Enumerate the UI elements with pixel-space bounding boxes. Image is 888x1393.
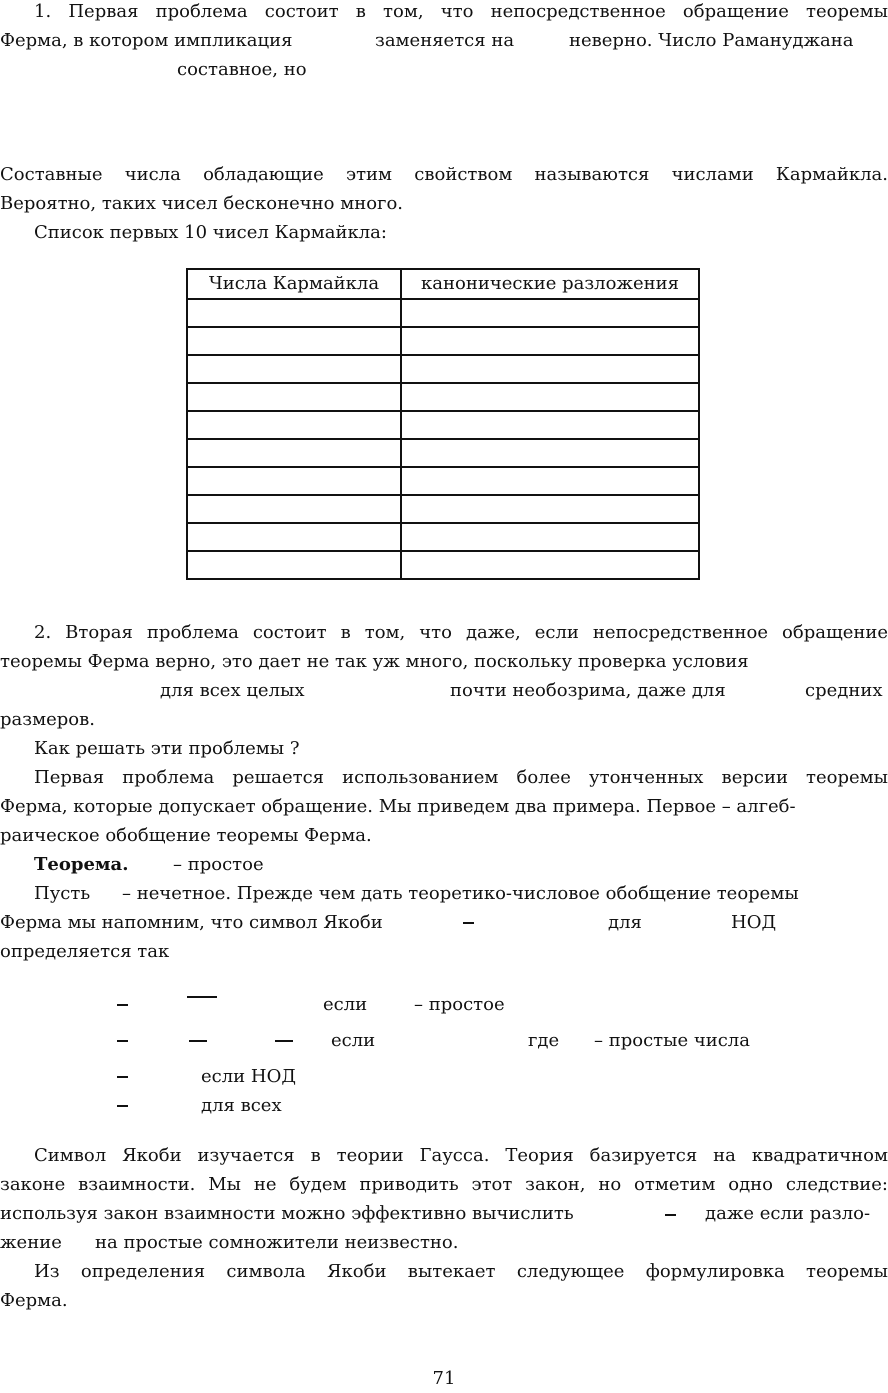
p1-line3: составное, но [177, 59, 307, 80]
p7-line3-a: используя закон взаимности можно эффективно вычислить [0, 1203, 574, 1224]
table-row [187, 523, 699, 551]
p7-line1: Символ Якоби изучается в теории Гаусса. Теория базируется на квадратичном [34, 1145, 888, 1166]
dash-mark [117, 1040, 128, 1042]
table-cell [187, 299, 401, 327]
fraction-bar [275, 1040, 293, 1042]
case2-tail: – простые числа [594, 1030, 750, 1051]
table-cell [401, 327, 699, 355]
theorem-label: Теорема. [34, 854, 129, 875]
table-cell [401, 523, 699, 551]
table-cell [187, 439, 401, 467]
dash-mark [665, 1214, 676, 1216]
p6-line2-a: Ферма мы напомним, что символ Якоби [0, 912, 383, 933]
table-row [187, 299, 699, 327]
p2-line1: Составные числа обладающие этим свойством называются числами Кармайкла. [0, 164, 888, 185]
case1-if: если [323, 994, 368, 1015]
p8-line2: Ферма. [0, 1290, 68, 1311]
p6-line2-b: для [608, 912, 642, 933]
p3-line4: размеров. [0, 709, 95, 730]
table-cell [401, 495, 699, 523]
p3-line1: 2. Вторая проблема состоит в том, что даже, если непосредственное обращение [34, 622, 888, 643]
table-header-factorizations: канонические разложения [401, 269, 699, 299]
case2-where: где [528, 1030, 560, 1051]
table-cell [187, 355, 401, 383]
p7-line2: законе взаимности. Мы не будем приводить этот закон, но отметим одно следствие: [0, 1174, 888, 1195]
table-cell [187, 523, 401, 551]
table-row [187, 327, 699, 355]
table-row [187, 551, 699, 579]
fraction-bar [187, 996, 217, 998]
table-header-row [187, 269, 699, 299]
p3-line3-a: для всех целых [160, 680, 305, 701]
dash-mark [463, 922, 474, 924]
table-cell [187, 411, 401, 439]
table-row [187, 495, 699, 523]
table-cell [401, 439, 699, 467]
dash-mark [117, 1105, 128, 1107]
table-cell [401, 411, 699, 439]
table-cell [187, 467, 401, 495]
p7-line3-b: даже если разло- [705, 1203, 871, 1224]
p6-line1-b: – нечетное. Прежде чем дать теоретико-числовое обобщение теоремы [122, 883, 799, 904]
table-cell [187, 383, 401, 411]
table-row [187, 355, 699, 383]
table-cell [401, 299, 699, 327]
theorem-text: – простое [173, 854, 264, 875]
case4: для всех [201, 1095, 282, 1116]
table-header-numbers: Числа Кармайкла [187, 269, 401, 299]
table-cell [187, 551, 401, 579]
p5-line2: Ферма, которые допускает обращение. Мы приведем два примера. Первое – алгеб- [0, 796, 796, 817]
p1-line2-a: Ферма, в котором импликация [0, 30, 293, 51]
case1-tail: – простое [414, 994, 505, 1015]
p4-line1: Как решать эти проблемы ? [34, 738, 300, 759]
table-row [187, 383, 699, 411]
p7-line4-b: на простые сомножители неизвестно. [95, 1232, 459, 1253]
table-cell [401, 355, 699, 383]
p8-line1: Из определения символа Якоби вытекает следующее формулировка теоремы [34, 1261, 888, 1282]
table-cell [187, 327, 401, 355]
table-cell [401, 467, 699, 495]
page-number: 71 [432, 1368, 456, 1389]
p7-line4-a: жение [0, 1232, 62, 1253]
p2-line3: Список первых 10 чисел Кармайкла: [34, 222, 387, 243]
case3: если НОД [201, 1066, 296, 1087]
table-row [187, 439, 699, 467]
carmichael-table [186, 268, 700, 580]
fraction-bar [189, 1040, 207, 1042]
p3-line2: теоремы Ферма верно, это дает не так уж много, поскольку проверка условия [0, 651, 749, 672]
p5-line3: раическое обобщение теоремы Ферма. [0, 825, 372, 846]
table-row [187, 411, 699, 439]
p6-line1-a: Пусть [34, 883, 91, 904]
p2-line2: Вероятно, таких чисел бесконечно много. [0, 193, 404, 214]
table-cell [401, 383, 699, 411]
p1-line2-b: заменяется на [375, 30, 515, 51]
table-row [187, 467, 699, 495]
case2-if: если [331, 1030, 376, 1051]
p6-line3: определяется так [0, 941, 170, 962]
p1-line1: 1. Первая проблема состоит в том, что непосредственное обращение теоремы [34, 1, 888, 22]
table-cell [401, 551, 699, 579]
table-cell [187, 495, 401, 523]
p5-line1: Первая проблема решается использованием более утонченных версии теоремы [34, 767, 888, 788]
dash-mark [117, 1076, 128, 1078]
p3-line3-c: средних [805, 680, 883, 701]
p1-line2-c: неверно. Число Рамануджана [569, 30, 854, 51]
dash-mark [117, 1004, 128, 1006]
p3-line3-b: почти необозрима, даже для [450, 680, 726, 701]
p6-line2-c: НОД [731, 912, 777, 933]
